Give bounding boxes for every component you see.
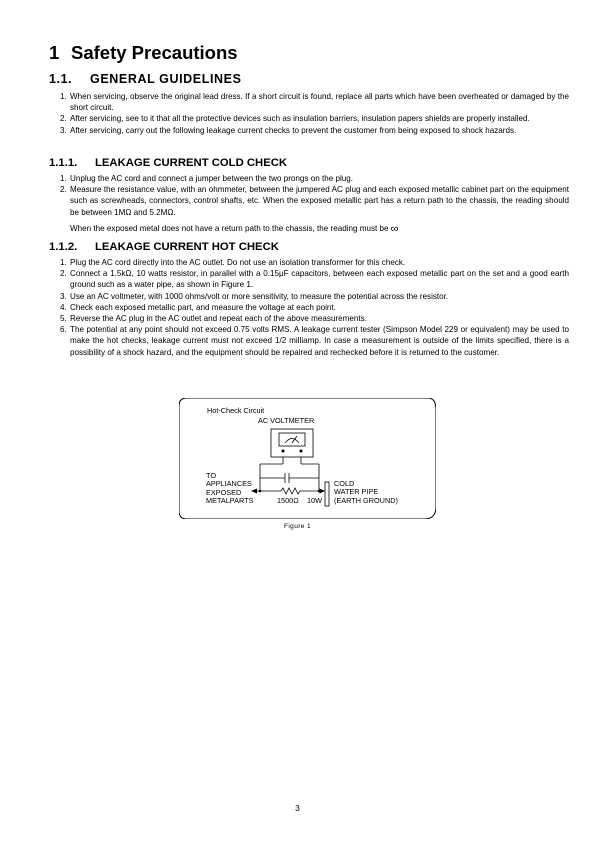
section-number: 1.1.2. [49,241,78,253]
ground-label-line: WATER PIPE [334,487,379,497]
voltmeter-label: AC VOLTMETER [258,416,315,425]
list-item [60,268,569,290]
cold-check-list [60,173,569,218]
page-number: 3 [295,803,300,813]
list-item [60,184,569,218]
list-item-text: After servicing, see to it that all the protective devices such as insulation barriers, insulation papers shields are properly installed. [70,114,530,124]
appliance-label-line: EXPOSED [206,487,242,497]
infinity-symbol: ∞ [390,223,399,235]
hot-check-circuit-figure [179,398,436,519]
water-pipe [325,482,329,506]
figure-title: Hot-Check Circuit [207,406,265,415]
list-item-number: 3. [60,291,67,301]
list-item-text: Check each exposed metallic part, and measure the voltage at each point. [70,302,336,312]
ground-label [334,480,398,505]
list-item-text: Reverse the AC plug in the AC outlet and repeat each of the above measurements. [70,314,367,324]
list-item-number: 2. [60,185,67,195]
title-text: Safety Precautions [71,42,238,63]
list-item [60,291,569,302]
hot-check-list [60,257,569,358]
list-item-number: 2. [60,269,67,279]
section-heading-text: LEAKAGE CURRENT COLD CHECK [95,157,288,169]
list-item [60,91,569,113]
list-item [60,113,569,124]
list-item-text: Use an AC voltmeter, with 1000 ohms/volt or more sensitivity, to measure the potential across the resistor. [70,291,449,301]
resistor-value: 1500Ω [277,496,299,505]
section-heading-text: GENERAL GUIDELINES [90,72,242,86]
list-item-number: 2. [60,114,67,124]
list-item [60,173,569,184]
arrow-right-icon [320,489,326,494]
page-title [49,42,238,64]
list-item-number: 1. [60,92,67,101]
circuit-wiring [257,429,329,506]
list-item-text: Measure the resistance value, with an ohmmeter, between the jumpered AC plug and each exposed metallic cabinet part on the equipment such as screwheads, connectors, control shafts, etc. When the exposed metallic part has a return path to the chassis, the reading should be between 1MΩ and 5.2MΩ. [70,185,569,217]
section-heading-hot-check [49,241,279,253]
list-item-number: 4. [60,302,67,312]
section-number: 1.1.1. [49,157,78,169]
title-number: 1 [49,42,60,63]
list-item [60,125,569,136]
list-item [60,257,569,268]
general-guidelines-list [60,91,569,136]
circuit-nodes [251,450,325,494]
section-heading-text: LEAKAGE CURRENT HOT CHECK [95,241,279,253]
list-item-number: 3. [60,125,67,135]
note-text: When the exposed metal does not have a return path to the chassis, the reading must be [70,224,389,233]
list-item-text: The potential at any point should not exceed 0.75 volts RMS. A leakage current tester (Simpson Model 229 or equivalent) may be used to make the hot checks, leakage current must not exceed 1/2 milliamp. In case a measurement is outside of the limits specified, there is a possibility of a shock hazard, and the equipment should be repaired and rechecked before it is returned to the customer. [70,325,569,357]
list-item-text: Plug the AC cord directly into the AC outlet. Do not use an isolation transformer for this check. [70,258,406,267]
list-item [60,324,569,358]
section-heading-general [49,72,242,86]
list-item-number: 1. [60,174,67,183]
appliance-label [206,472,253,506]
resistor-wattage: 10W [307,496,323,505]
list-item-text: After servicing, carry out the following leakage current checks to prevent the customer from being exposed to shock hazards. [70,125,517,135]
list-item-text: Unplug the AC cord and connect a jumper between the two prongs on the plug. [70,174,354,183]
list-item-number: 6. [60,325,67,335]
list-item-text: Connect a 1.5kΩ, 10 watts resistor, in parallel with a 0.15μF capacitors, between each exposed metallic part on the set and a good earth ground such as a water pipe, as shown in Figure 1. [70,269,569,290]
appliance-label-line: METALPARTS [206,496,254,506]
voltmeter-dial [279,433,305,446]
voltmeter-needle [292,436,297,443]
cold-check-note [70,223,398,235]
list-item-number: 1. [60,258,67,267]
figure-caption: Figure 1 [283,523,312,530]
list-item-number: 5. [60,314,67,324]
ground-label-line: COLD [334,479,355,488]
list-item-text: When servicing, observe the original lead dress. If a short circuit is found, replace all parts which have been overheated or damaged by the short circuit. [70,92,569,113]
list-item [60,313,569,324]
section-heading-cold-check [49,157,287,169]
section-number: 1.1. [49,72,73,86]
ground-label-line: (EARTH GROUND) [334,495,398,505]
appliance-label-line: TO [206,471,217,480]
appliance-label-line: APPLIANCES [206,479,252,489]
list-item [60,302,569,313]
